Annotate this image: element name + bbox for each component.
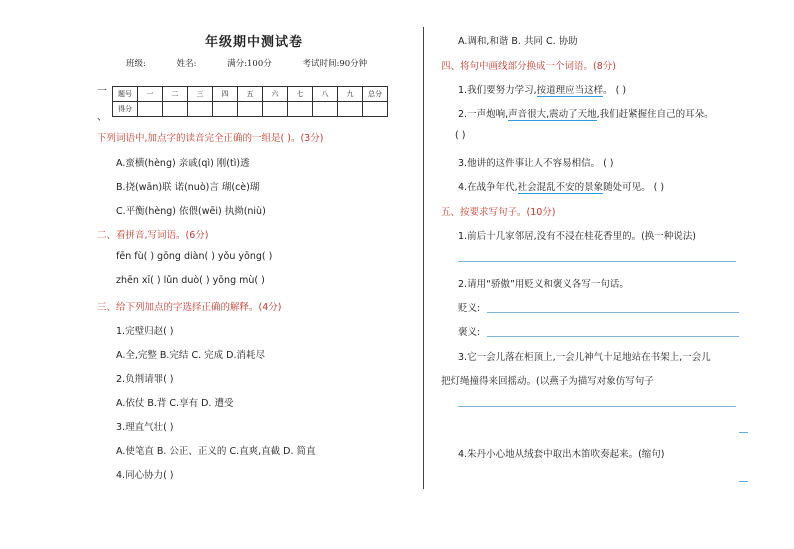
item-text: 4.在战争年代, [458,182,518,193]
score-cell: 一 [138,87,163,102]
section-mark-comma: 、 [97,112,107,123]
section-5-item-3-continued: 把灯绳撞得来回摇动。(以燕子为描写对象仿写句子 [441,376,654,387]
underlined-phrase: 声音很大,震动了天地 [508,109,597,120]
score-input-cell[interactable] [138,102,163,117]
question-2: 2.负荆请罪( ) [116,374,174,385]
question-2-options: A.依仗 B.背 C.享有 D. 遭受 [116,398,234,409]
answer-line-end-mark [739,432,748,433]
section-3-title: 三、给下列加点的字选择正确的解释。(4分) [97,302,282,313]
section-5-item-2: 2.请用“骄傲”用贬义和褒义各写一句话。 [458,279,629,290]
item-text: ,我们赶紧握住自己的耳朵。 [596,109,714,120]
section-5-item-3: 3.它一会儿落在柜顶上,一会儿神气十足地站在书架上,一会儿 [458,352,711,363]
section-5-title: 五、按要求写句子。(10分) [441,207,556,218]
score-table-score-row [113,102,388,117]
section-2-line-2: zhēn xī( ) lǔn duò( ) yōng mù( ) [116,275,265,286]
score-input-cell[interactable] [213,102,238,117]
answer-line[interactable] [458,261,736,262]
class-label: 班级: [126,59,146,69]
exam-time: 考试时间:90分钟 [302,59,368,69]
section-4-item-3: 3.他讲的这件事让人不容易相信。 ( ) [458,158,614,169]
score-cell: 七 [288,87,313,102]
section-2-line-1: fēn fù( ) gōng diàn( ) yǒu yōng( ) [116,251,273,262]
answer-line[interactable] [487,336,739,337]
score-cell: 总分 [363,87,388,102]
answer-line-end-mark [739,481,748,482]
score-input-cell[interactable] [338,102,363,117]
question-3-options: A.使笔直 B. 公正、正义的 C.直爽,直截 D. 简直 [116,446,316,457]
score-table-header-row [113,87,388,102]
item-text: 2.一声炮响, [458,109,509,120]
section-5-item-1: 1.前后十几家邻居,没有不浸在桂花香里的。(换一种说法) [458,231,696,242]
question-1: 1.完璧归赵( ) [116,326,174,337]
score-cell: 六 [263,87,288,102]
section-mark: 一 [97,86,107,97]
score-cell: 三 [188,87,213,102]
section-1-option-c: C.平衡(hèng) 依偎(wēi) 执拗(niù) [116,206,266,217]
score-input-cell[interactable] [313,102,338,117]
score-cell: 题号 [113,87,138,102]
score-input-cell[interactable] [163,102,188,117]
item-text: 1.我们要努力学习, [458,85,537,96]
section-1-option-a: A.蛮横(hèng) 亲戚(qì) 刚(tì)透 [116,158,250,169]
answer-line[interactable] [458,406,736,407]
question-3: 3.理直气壮( ) [116,422,174,433]
score-cell: 八 [313,87,338,102]
item-text: 。 ( ) [603,85,627,96]
full-score: 满分:100分 [227,59,272,69]
question-4: 4.同心协力( ) [116,470,174,481]
section-4-item-4 [458,179,664,193]
score-cell: 二 [163,87,188,102]
score-cell: 五 [238,87,263,102]
column-divider [423,27,424,489]
score-table [112,86,388,117]
page-title: 年级期中测试卷 [205,35,304,50]
score-input-cell[interactable] [363,102,388,117]
commendatory-label: 褒义: [458,327,481,338]
underlined-phrase: 社会混乱不安的景象 [517,182,604,193]
score-cell: 得分 [113,102,138,117]
answer-line[interactable] [487,312,739,313]
score-input-cell[interactable] [188,102,213,117]
section-4-title: 四、将句中画线部分换成一个词语。(8分) [441,61,616,72]
answer-bracket[interactable]: ( ) [455,130,466,141]
score-cell: 四 [213,87,238,102]
section-2-title: 二、看拼音,写词语。(6分) [97,230,209,241]
underlined-phrase: 按道理应当这样 [536,85,604,96]
name-label: 姓名: [176,59,197,69]
score-input-cell[interactable] [238,102,263,117]
exam-meta [126,57,385,69]
section-4-item-1 [458,82,626,96]
score-input-cell[interactable] [288,102,313,117]
derogatory-label: 贬义: [458,303,481,314]
score-cell: 九 [338,87,363,102]
question-4-options: A.调和,和谐 B. 共同 C. 协助 [458,36,578,47]
section-1-title: 下列词语中,加点字的读音完全正确的一组是( )。(3分) [97,133,324,144]
question-1-options: A.全,完整 B.完结 C. 完成 D.消耗尽 [116,350,265,361]
item-text: 随处可见。 ( ) [603,182,665,193]
section-1-option-b: B.挠(wān)联 诺(nuò)言 瑚(cè)瑚 [116,182,260,193]
score-input-cell[interactable] [263,102,288,117]
section-5-item-4: 4.朱丹小心地从绒套中取出木笛吹奏起来。(缩句) [458,449,665,460]
section-4-item-2 [458,106,714,120]
